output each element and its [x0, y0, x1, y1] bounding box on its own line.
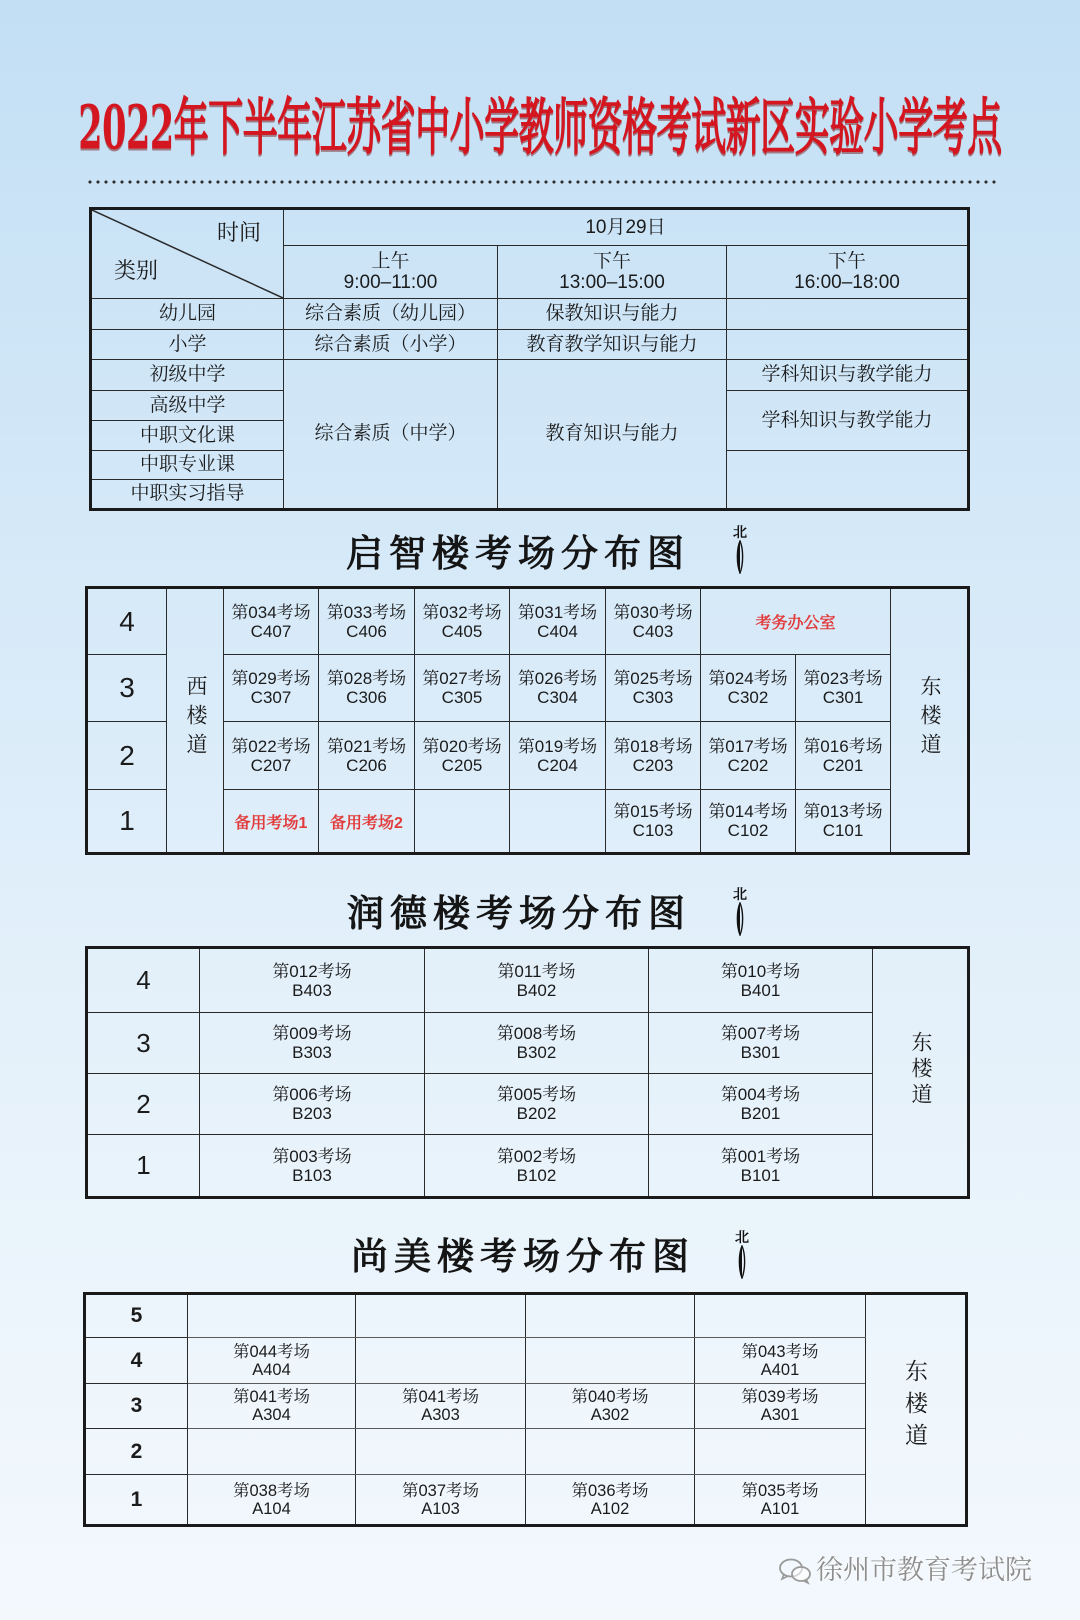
- room-number-label: 第038考场: [232, 1481, 311, 1500]
- exam-room-cell: [319, 588, 415, 655]
- room-code-label: B203: [292, 1104, 332, 1123]
- room-code-label: C302: [727, 688, 769, 707]
- exam-room-cell: [224, 655, 319, 722]
- room-code-label: C102: [727, 821, 769, 840]
- exam-room-cell: [200, 1074, 425, 1135]
- empty-cell: [188, 1429, 356, 1475]
- room-code-label: C406: [346, 621, 387, 641]
- subject-cell: 保教知识与能力: [498, 299, 727, 330]
- north-label: 北: [735, 1229, 749, 1245]
- west-corridor-label: 西楼道: [184, 674, 207, 762]
- room-code-label: C205: [441, 755, 483, 775]
- room-number-label: 第004考场: [720, 1085, 801, 1104]
- exam-schedule-table: [89, 207, 970, 511]
- exam-room-cell: [200, 1013, 425, 1074]
- header-category-label: 类别: [114, 258, 159, 283]
- exam-room-cell: [356, 1384, 526, 1429]
- exam-room-cell: [425, 1074, 649, 1135]
- reserve-room-cell: 备用考场2: [319, 790, 415, 854]
- room-code-label: A101: [760, 1499, 800, 1518]
- room-number-label: 第030考场: [613, 602, 693, 622]
- session-time: 13:00–15:00: [559, 272, 665, 294]
- exam-room-cell: [695, 1475, 866, 1526]
- exam-room-cell: [695, 1384, 866, 1429]
- room-number-label: 第039考场: [741, 1388, 819, 1406]
- floor-number: 2: [87, 1074, 200, 1135]
- room-number-label: 第015考场: [613, 802, 693, 821]
- page-title: 2022年下半年江苏省中小学教师资格考试新区实验小学考点: [78, 92, 1002, 165]
- east-corridor-label: 东楼道: [902, 1359, 928, 1455]
- empty-cell: [727, 330, 969, 360]
- floor-number: 3: [85, 1384, 188, 1429]
- exam-room-cell: [796, 790, 891, 854]
- room-code-label: B402: [516, 980, 557, 1000]
- empty-cell: [695, 1294, 866, 1338]
- exam-room-cell: [415, 655, 510, 722]
- room-code-label: B103: [292, 1165, 332, 1185]
- room-code-label: B201: [740, 1104, 781, 1123]
- exam-room-cell: [425, 1135, 649, 1198]
- subject-cell: 综合素质（中学）: [284, 360, 498, 510]
- room-code-label: B301: [740, 1043, 781, 1062]
- exam-room-cell: [510, 722, 606, 790]
- room-number-label: 第036考场: [571, 1481, 649, 1500]
- room-number-label: 第008考场: [496, 1024, 577, 1043]
- room-number-label: 第032考场: [422, 602, 502, 622]
- category-label: 幼儿园: [91, 299, 284, 330]
- room-number-label: 第041考场: [401, 1388, 480, 1406]
- page-title-wrap: [0, 92, 1080, 166]
- floor-number: 5: [85, 1294, 188, 1338]
- room-code-label: C201: [822, 755, 864, 775]
- runde-building-title: 润德楼考场分布图: [347, 891, 691, 935]
- exam-room-cell: [425, 948, 649, 1013]
- qizhi-building-title: 启智楼考场分布图: [346, 531, 690, 575]
- exam-room-cell: [319, 655, 415, 722]
- room-number-label: 第021考场: [326, 736, 407, 756]
- session-header: [284, 246, 498, 299]
- room-code-label: C403: [632, 621, 674, 641]
- room-number-label: 第034考场: [231, 602, 311, 622]
- empty-cell: [356, 1338, 526, 1384]
- east-corridor: [866, 1294, 967, 1526]
- exam-room-cell: [701, 655, 796, 722]
- empty-cell: [526, 1429, 695, 1475]
- session-period: 下午: [828, 251, 867, 273]
- room-number-label: 第019考场: [517, 736, 598, 756]
- north-label: 北: [733, 886, 747, 902]
- subject-cell: 学科知识与教学能力: [727, 391, 969, 451]
- room-code-label: C405: [441, 621, 483, 641]
- room-code-label: A302: [590, 1406, 630, 1424]
- room-number-label: 第007考场: [720, 1024, 801, 1043]
- room-number-label: 第002考场: [496, 1146, 577, 1166]
- empty-cell: [526, 1338, 695, 1384]
- room-number-label: 第025考场: [613, 669, 693, 688]
- room-number-label: 第043考场: [741, 1342, 819, 1361]
- dotted-divider: [86, 180, 997, 184]
- room-code-label: A301: [760, 1406, 800, 1424]
- exam-room-cell: [200, 1135, 425, 1198]
- east-corridor-label: 东楼道: [918, 674, 942, 762]
- exam-room-cell: [606, 588, 701, 655]
- exam-room-cell: [701, 790, 796, 854]
- category-label: 中职专业课: [91, 451, 284, 480]
- watermark-text: 徐州市教育考试院: [816, 1555, 1032, 1585]
- room-code-label: B302: [516, 1043, 557, 1062]
- room-code-label: C202: [727, 755, 769, 775]
- room-code-label: C204: [537, 755, 578, 775]
- exam-room-cell: [649, 1135, 873, 1198]
- runde-floor-plan: [85, 946, 970, 1199]
- room-code-label: B102: [516, 1165, 557, 1185]
- exam-room-cell: [606, 722, 701, 790]
- room-code-label: C303: [632, 688, 674, 707]
- room-code-label: B303: [292, 1043, 332, 1062]
- exam-room-cell: [796, 655, 891, 722]
- north-label: 北: [733, 524, 747, 540]
- exam-room-cell: [649, 1074, 873, 1135]
- room-code-label: C307: [250, 688, 292, 707]
- room-number-label: 第012考场: [272, 961, 352, 981]
- room-code-label: A304: [252, 1406, 291, 1424]
- room-number-label: 第040考场: [571, 1388, 649, 1406]
- qizhi-floor-plan: [85, 586, 970, 855]
- session-time: 16:00–18:00: [794, 272, 900, 294]
- room-number-label: 第022考场: [231, 736, 311, 756]
- session-period: 上午: [371, 251, 410, 273]
- room-number-label: 第027考场: [422, 669, 502, 688]
- room-number-label: 第005考场: [496, 1085, 577, 1104]
- room-code-label: A303: [421, 1406, 460, 1424]
- room-number-label: 第037考场: [401, 1481, 480, 1500]
- subject-cell: 教育知识与能力: [498, 360, 727, 510]
- room-number-label: 第028考场: [326, 669, 407, 688]
- session-time: 9:00–11:00: [343, 272, 438, 294]
- room-code-label: B101: [740, 1165, 781, 1185]
- floor-number: 4: [85, 1338, 188, 1384]
- compass-needle-icon: [728, 540, 752, 574]
- exam-room-cell: [695, 1338, 866, 1384]
- floor-number: 4: [87, 588, 167, 655]
- floor-number: 4: [87, 948, 200, 1013]
- exam-office-cell: 考务办公室: [701, 588, 891, 655]
- compass-needle-icon: [728, 902, 752, 936]
- exam-room-cell: [224, 722, 319, 790]
- room-code-label: C301: [822, 688, 864, 707]
- room-code-label: A102: [590, 1499, 630, 1518]
- room-number-label: 第029考场: [231, 669, 311, 688]
- exam-room-cell: [649, 1013, 873, 1074]
- empty-cell: [727, 299, 969, 330]
- header-time-label: 时间: [216, 220, 261, 245]
- room-number-label: 第018考场: [613, 736, 693, 756]
- room-code-label: B403: [292, 980, 332, 1000]
- north-compass: [730, 1229, 754, 1281]
- exam-room-cell: [425, 1013, 649, 1074]
- empty-cell: [356, 1429, 526, 1475]
- room-number-label: 第013考场: [803, 802, 883, 821]
- compass-needle-icon: [730, 1245, 754, 1279]
- west-corridor: [167, 588, 224, 854]
- room-code-label: C101: [822, 821, 864, 840]
- room-number-label: 第041考场: [232, 1388, 311, 1406]
- floor-number: 1: [87, 790, 167, 854]
- exam-room-cell: [200, 948, 425, 1013]
- category-label: 初级中学: [91, 360, 284, 391]
- room-code-label: C207: [250, 755, 292, 775]
- category-label: 中职实习指导: [91, 480, 284, 510]
- exam-room-cell: [510, 655, 606, 722]
- empty-cell: [727, 451, 969, 510]
- category-label: 小学: [91, 330, 284, 360]
- room-number-label: 第014考场: [708, 802, 788, 821]
- room-code-label: C304: [537, 688, 578, 707]
- exam-room-cell: [188, 1384, 356, 1429]
- subject-cell: 综合素质（小学）: [284, 330, 498, 360]
- shangmei-floor-plan: [83, 1292, 968, 1527]
- reserve-room-cell: 备用考场1: [224, 790, 319, 854]
- room-number-label: 第003考场: [272, 1146, 352, 1166]
- exam-room-cell: [649, 948, 873, 1013]
- exam-room-cell: [415, 722, 510, 790]
- floor-number: 2: [87, 722, 167, 790]
- room-code-label: C306: [346, 688, 387, 707]
- exam-room-cell: [606, 655, 701, 722]
- empty-cell: [510, 790, 606, 854]
- subject-cell: 学科知识与教学能力: [727, 360, 969, 391]
- exam-room-cell: [188, 1338, 356, 1384]
- floor-number: 3: [87, 1013, 200, 1074]
- room-number-label: 第011考场: [497, 961, 576, 981]
- diagonal-header-cell: [91, 209, 284, 299]
- exam-room-cell: [319, 722, 415, 790]
- subject-cell: 教育教学知识与能力: [498, 330, 727, 360]
- exam-room-cell: [356, 1475, 526, 1526]
- floor-number: 2: [85, 1429, 188, 1475]
- exam-room-cell: [510, 588, 606, 655]
- room-number-label: 第024考场: [708, 669, 788, 688]
- room-code-label: A103: [421, 1499, 460, 1518]
- exam-room-cell: [188, 1475, 356, 1526]
- empty-cell: [526, 1294, 695, 1338]
- empty-cell: [188, 1294, 356, 1338]
- room-number-label: 第016考场: [803, 736, 883, 756]
- floor-number: 3: [87, 655, 167, 722]
- room-code-label: A404: [252, 1360, 291, 1379]
- room-number-label: 第010考场: [720, 961, 801, 981]
- empty-cell: [356, 1294, 526, 1338]
- room-code-label: C305: [441, 688, 483, 707]
- room-code-label: A401: [760, 1360, 800, 1379]
- room-code-label: C203: [632, 755, 674, 775]
- floor-number: 1: [87, 1135, 200, 1198]
- room-code-label: C103: [632, 821, 674, 840]
- room-number-label: 第026考场: [517, 669, 598, 688]
- room-number-label: 第023考场: [803, 669, 883, 688]
- exam-room-cell: [415, 588, 510, 655]
- room-code-label: C407: [250, 621, 292, 641]
- room-code-label: C404: [537, 621, 578, 641]
- room-number-label: 第006考场: [272, 1085, 352, 1104]
- exam-room-cell: [526, 1384, 695, 1429]
- floor-number: 1: [85, 1475, 188, 1526]
- east-corridor-label: 东楼道: [909, 1031, 932, 1109]
- north-compass: [728, 886, 752, 938]
- session-header: [498, 246, 727, 299]
- room-code-label: A104: [252, 1499, 291, 1518]
- category-label: 高级中学: [91, 391, 284, 421]
- room-number-label: 第035考场: [741, 1481, 819, 1500]
- subject-cell: 综合素质（幼儿园）: [284, 299, 498, 330]
- shangmei-building-title: 尚美楼考场分布图: [351, 1234, 695, 1278]
- empty-cell: [415, 790, 510, 854]
- exam-room-cell: [701, 722, 796, 790]
- empty-cell: [695, 1429, 866, 1475]
- category-label: 中职文化课: [91, 421, 284, 451]
- room-code-label: C206: [346, 755, 387, 775]
- exam-room-cell: [796, 722, 891, 790]
- exam-room-cell: [526, 1475, 695, 1526]
- session-header: [727, 246, 969, 299]
- date-header: 10月29日: [284, 209, 969, 246]
- room-number-label: 第009考场: [272, 1024, 352, 1043]
- room-number-label: 第033考场: [326, 602, 407, 622]
- east-corridor: [891, 588, 969, 854]
- north-compass: [728, 524, 752, 576]
- wechat-icon: [778, 1557, 812, 1585]
- exam-room-cell: [224, 588, 319, 655]
- exam-room-cell: [606, 790, 701, 854]
- room-number-label: 第044考场: [232, 1342, 311, 1361]
- room-number-label: 第031考场: [517, 602, 598, 622]
- room-code-label: B202: [516, 1104, 557, 1123]
- session-period: 下午: [592, 251, 631, 273]
- east-corridor: [873, 948, 969, 1198]
- room-number-label: 第001考场: [720, 1146, 801, 1166]
- room-number-label: 第020考场: [422, 736, 502, 756]
- room-code-label: B401: [740, 980, 781, 1000]
- room-number-label: 第017考场: [708, 736, 788, 756]
